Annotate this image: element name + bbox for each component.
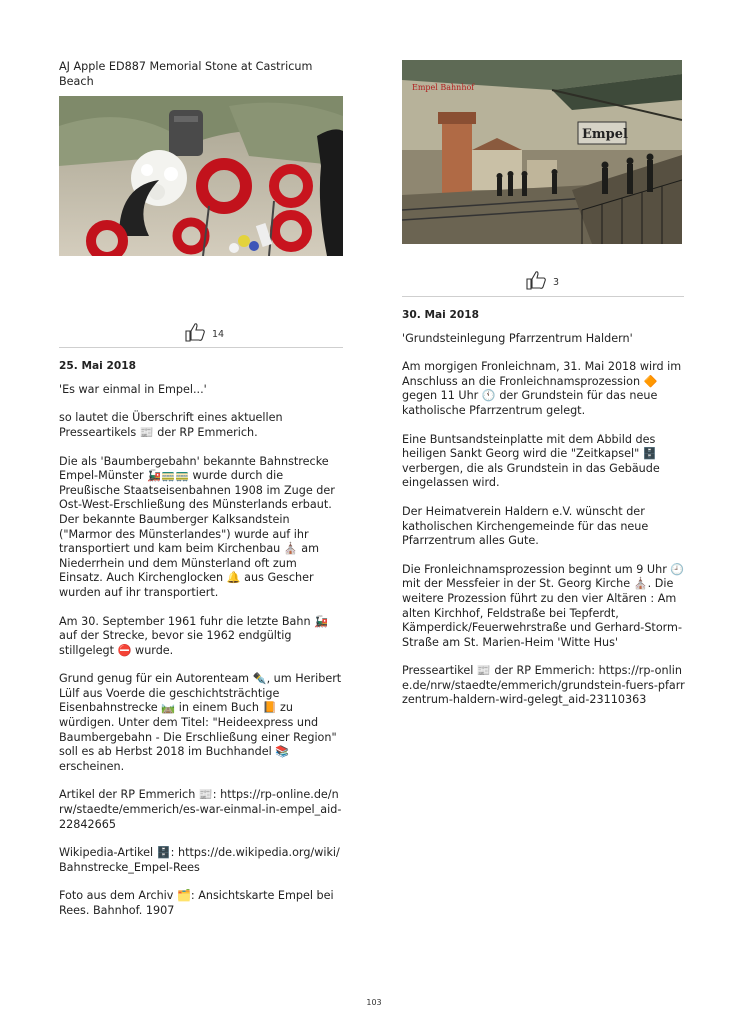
post-divider xyxy=(402,296,684,297)
post-title: 'Es war einmal in Empel...' xyxy=(59,382,207,396)
article-link[interactable]: Presseartikel 📰 der RP Emmerich: https://rp-online.de/nrw/staedte/emmerich/grundstein-fuers-pfarrzentrum-haldern-wird-gelegt_aid-23110363 xyxy=(402,664,685,707)
post-paragraph: Foto aus dem Archiv 🗂️: Ansichtskarte Empel bei Rees. Bahnhof. 1907 xyxy=(59,889,334,917)
post-paragraph: Am morgigen Fronleichnam, 31. Mai 2018 wird im Anschluss an die Fronleichnamsprozession 🔶 gegen 11 Uhr 🕚 der Grundstein für das neue katholische Pfarrzentrum gelegt. xyxy=(402,360,682,417)
station-postcard-photo xyxy=(402,60,682,244)
post-paragraph: Eine Buntsandsteinplatte mit dem Abbild des heiligen Sankt Georg wird die "Zeitkapsel" 🗄️ verbergen, die als Grundstein in das Gebäude eingelassen wird. xyxy=(402,432,660,490)
post-date: 25. Mai 2018 xyxy=(59,360,136,373)
like-bar xyxy=(59,322,349,342)
like-bar xyxy=(402,270,682,290)
like-count: 14 xyxy=(211,328,225,340)
thumbs-up-icon[interactable] xyxy=(525,270,547,296)
post-paragraph: Der Heimatverein Haldern e.V. wünscht der katholischen Kirchengemeinde für das neue Pfarrzentrum alles Gute. xyxy=(402,504,649,548)
page-number: 103 xyxy=(366,998,382,1007)
memorial-photo xyxy=(59,96,343,256)
left-column xyxy=(59,60,349,919)
like-count: 3 xyxy=(552,276,560,288)
wikipedia-link[interactable]: Wikipedia-Artikel 🗄️: https://de.wikipedia.org/wiki/Bahnstrecke_Empel-Rees xyxy=(59,846,340,874)
post-paragraph: so lautet die Überschrift eines aktuellen Presseartikels 📰 der RP Emmerich. xyxy=(59,411,283,439)
memorial-photo-drawing xyxy=(59,96,343,256)
post xyxy=(59,359,343,918)
post xyxy=(402,308,686,708)
post-paragraph: Am 30. September 1961 fuhr die letzte Bahn 🚂 auf der Strecke, bevor sie 1962 endgültig stillgelegt ⛔ wurde. xyxy=(59,614,329,657)
right-column xyxy=(402,60,692,708)
article-link[interactable]: Artikel der RP Emmerich 📰: https://rp-online.de/nrw/staedte/emmerich/es-war-einmal-in-empel_aid-22842665 xyxy=(59,788,342,831)
station-sign: Empel xyxy=(582,127,628,142)
photo-caption: AJ Apple ED887 Memorial Stone at Castricum Beach xyxy=(59,60,313,88)
post-paragraph: Grund genug für ein Autorenteam ✒️, um Heribert Lülf aus Voerde die geschichtsträchtige Eisenbahnstrecke 🛤️ in einem Buch 📙 zu würdigen. Unter dem Titel: "Heideexpress und Baumbergebahn - Die Erschließung einer Region" soll es ab Herbst 2018 im Buchhandel 📚 erscheinen. xyxy=(59,672,342,773)
station-postcard-drawing xyxy=(402,60,682,244)
thumbs-up-icon[interactable] xyxy=(184,322,206,348)
postcard-corner-text: Empel Bahnhof xyxy=(412,83,475,92)
post-paragraph: Die Fronleichnamsprozession beginnt um 9 Uhr 🕘 mit der Messfeier in der St. Georg Kirche ⛪. Die weitere Prozession führt zu den vier Altären : Am alten Kirchhof, Feldstraße bei Tepferdt, Kämperdick/Feuerwehrstraße und Gerhard-Storm-Straße am St. Marien-Heim 'Witte Hus' xyxy=(402,562,685,649)
post-title: 'Grundsteinlegung Pfarrzentrum Haldern' xyxy=(402,331,633,345)
post-paragraph: Die als 'Baumbergebahn' bekannte Bahnstrecke Empel-Münster 🚂🚃🚃 wurde durch die Preußische Staatseisenbahnen 1908 im Zuge der Ost-West-Erschließung des Münsterlands erbaut. Der bekannte Baumberger Kalksandstein ("Marmor des Münsterlandes") wurde auf ihr transportiert und kam beim Kirchenbau ⛪ am Niederrhein und dem Münsterland oft zum Einsatz. Auch Kirchenglocken 🔔 aus Gescher wurden auf ihr transportiert. xyxy=(59,454,335,599)
post-date: 30. Mai 2018 xyxy=(402,309,479,321)
